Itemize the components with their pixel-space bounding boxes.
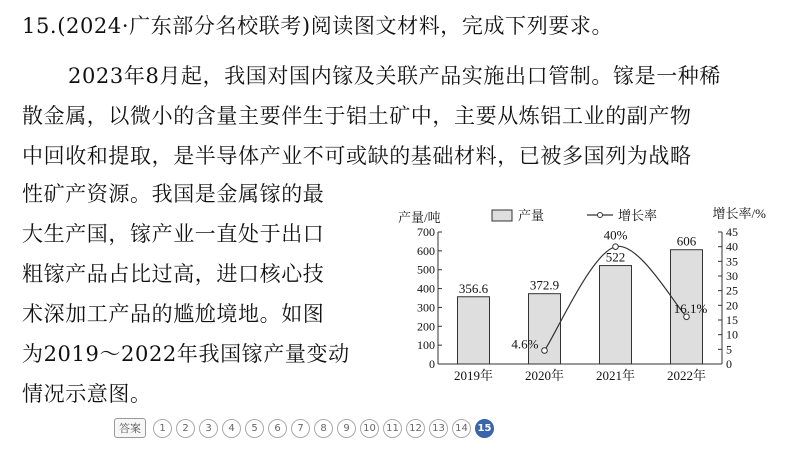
x-tick-label: 2021年	[595, 368, 636, 383]
page-dot-11[interactable]: 11	[383, 419, 402, 438]
left-axis-title: 产量/吨	[398, 210, 441, 225]
legend-bar-swatch	[492, 210, 512, 221]
right-tick-label: 25	[726, 283, 738, 298]
passage-line: 情况示意图。	[22, 382, 152, 406]
page-dot-10[interactable]: 10	[360, 419, 379, 438]
gallium-production-chart	[392, 204, 772, 390]
page-dot-4[interactable]: 4	[222, 419, 241, 438]
legend-line-marker	[598, 213, 603, 218]
right-tick-label: 0	[726, 357, 732, 371]
right-tick-label: 5	[726, 342, 732, 357]
bar-2019年	[458, 297, 490, 364]
page-dot-9[interactable]: 9	[337, 419, 356, 438]
passage-line: 散金属，以微小的含量主要伴生于铝土矿中，主要从炼铝工业的副产物	[22, 104, 692, 128]
left-tick-label: 0	[429, 357, 435, 371]
page-dot-3[interactable]: 3	[199, 419, 218, 438]
bar-value-label: 606	[676, 233, 697, 249]
left-tick-label: 500	[417, 262, 435, 277]
bar-value-label: 372.9	[529, 277, 560, 293]
left-tick-label: 600	[417, 243, 435, 258]
right-tick-label: 10	[726, 327, 738, 342]
page-dot-1[interactable]: 1	[153, 419, 172, 438]
bar-value-label: 356.6	[458, 280, 489, 296]
passage-line: 术深加工产品的尴尬境地。如图	[22, 302, 325, 326]
page-dot-8[interactable]: 8	[314, 419, 333, 438]
left-tick-label: 300	[417, 300, 435, 315]
passage-line: 粗镓产品占比过高，进口核心技	[22, 262, 325, 286]
growth-rate-point	[613, 244, 619, 250]
passage-line: 中回收和提取，是半导体产业不可或缺的基础材料，已被多国列为战略	[22, 144, 692, 168]
left-tick-label: 400	[417, 281, 435, 296]
right-tick-label: 30	[726, 269, 738, 283]
growth-rate-label: 4.6%	[511, 336, 539, 352]
page-dot-2[interactable]: 2	[176, 419, 195, 438]
x-tick-label: 2022年	[666, 368, 707, 383]
right-tick-label: 45	[726, 225, 738, 239]
left-tick-label: 100	[417, 338, 435, 353]
passage-line: 大生产国，镓产业一直处于出口	[22, 222, 325, 246]
bar-value-label: 522	[605, 249, 626, 265]
right-tick-label: 35	[726, 254, 738, 269]
growth-rate-label: 40%	[603, 227, 628, 243]
x-tick-label: 2019年	[453, 368, 494, 383]
right-axis-title: 增长率/%	[712, 206, 766, 221]
page-dot-12[interactable]: 12	[406, 419, 425, 438]
growth-rate-point	[542, 348, 548, 354]
page-dot-7[interactable]: 7	[291, 419, 310, 438]
growth-rate-label: 16.1%	[673, 300, 708, 316]
question-nav	[114, 417, 494, 439]
page-dot-14[interactable]: 14	[452, 419, 471, 438]
passage-line: 为2019～2022年我国镓产量变动	[22, 342, 350, 366]
right-tick-label: 40	[726, 239, 738, 254]
page-dot-6[interactable]: 6	[268, 419, 287, 438]
bar-2021年	[600, 266, 632, 364]
question-header: 15.(2024·广东部分名校联考)阅读图文材料，完成下列要求。	[22, 14, 614, 38]
page-dot-15[interactable]: 15	[475, 419, 494, 438]
page-dot-13[interactable]: 13	[429, 419, 448, 438]
answer-button[interactable]: 答案	[114, 418, 146, 438]
legend-bar-label: 产量	[518, 208, 545, 223]
x-tick-label: 2020年	[524, 368, 565, 383]
page-dot-5[interactable]: 5	[245, 419, 264, 438]
passage-line: 性矿产资源。我国是金属镓的最	[22, 182, 325, 206]
legend-line-label: 增长率	[618, 208, 658, 223]
right-tick-label: 20	[726, 298, 738, 313]
page-dots	[153, 419, 494, 438]
passage-line: 2023年8月起，我国对国内镓及关联产品实施出口管制。镓是一种稀	[68, 64, 722, 88]
right-tick-label: 15	[726, 313, 738, 327]
left-tick-label: 200	[417, 319, 435, 334]
left-tick-label: 700	[417, 225, 435, 239]
